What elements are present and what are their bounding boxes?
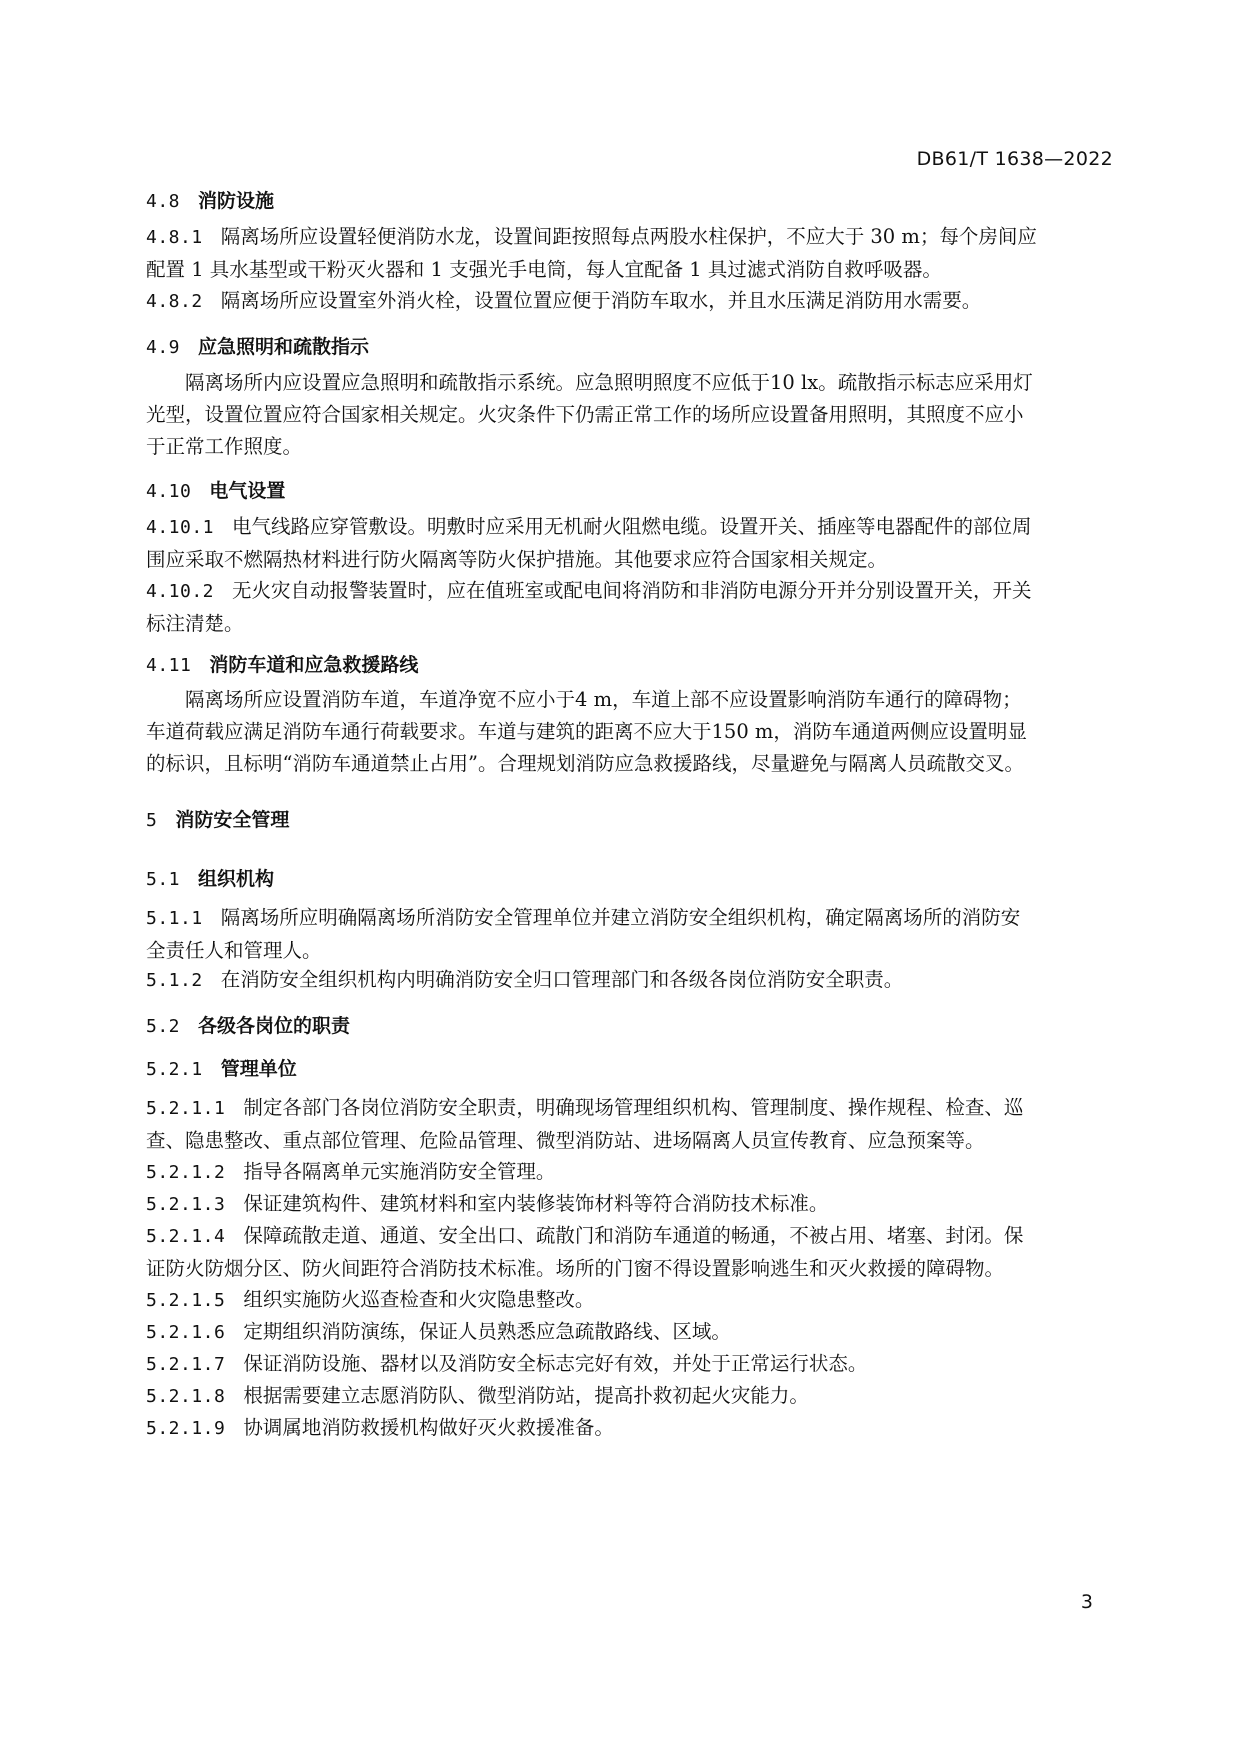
paragraph-4-9 [146,367,1116,463]
clause-number: 4.10.1 [146,517,215,538]
section-title: 应急照明和疏散指示 [198,336,370,358]
clause-number: 5.2.1.3 [146,1194,226,1215]
clause-text: 协调属地消防救援机构做好灭火救援准备。 [243,1416,614,1439]
clause-5-1-1 [146,902,1116,967]
paragraph-4-11 [146,684,1116,780]
section-heading-5-2-1 [146,1054,297,1081]
clause-text: 全责任人和管理人。 [146,939,322,962]
paragraph-text: 隔离场所内应设置应急照明和疏散指示系统。应急照明照度不应低于10 lx。疏散指示标志应采用灯 [185,371,1033,394]
clause-number: 4.10.2 [146,581,215,602]
clause-number: 4.8.2 [146,291,203,312]
clause-4-10-2 [146,575,1116,640]
clause-4-8-1 [146,221,1116,286]
clause-text: 组织实施防火巡查检查和火灾隐患整改。 [243,1288,595,1311]
clause-text: 根据需要建立志愿消防队、微型消防站，提高扑救初起火灾能力。 [243,1384,809,1407]
section-number: 5.1 [146,869,181,890]
section-number: 5.2.1 [146,1059,203,1080]
clause-5-1-2 [146,964,1116,997]
clause-text: 隔离场所应明确隔离场所消防安全管理单位并建立消防安全组织机构，确定隔离场所的消防安 [220,906,1021,929]
clause-number: 5.1.2 [146,970,203,991]
paragraph-text: 光型，设置位置应符合国家相关规定。火灾条件下仍需正常工作的场所应设置备用照明，其照度不应小 [146,403,1024,426]
clause-5-2-1-7 [146,1348,1116,1381]
paragraph-text: 隔离场所应设置消防车道，车道净宽不应小于4 m，车道上部不应设置影响消防车通行的障碍物； [185,688,1022,711]
clause-5-2-1-4 [146,1220,1116,1285]
section-heading-4-9 [146,332,369,359]
clause-5-2-1-3 [146,1188,1116,1221]
section-title: 电气设置 [209,480,286,502]
paragraph-text: 于正常工作照度。 [146,435,303,458]
clause-number: 4.8.1 [146,227,203,248]
section-title: 组织机构 [198,868,275,890]
chapter-title: 消防安全管理 [175,809,290,831]
clause-text: 保证建筑构件、建筑材料和室内装修装饰材料等符合消防技术标准。 [243,1192,829,1215]
clause-text: 保障疏散走道、通道、安全出口、疏散门和消防车通道的畅通，不被占用、堵塞、封闭。保 [243,1224,1024,1247]
section-heading-5-1 [146,864,274,891]
section-title: 各级各岗位的职责 [198,1015,351,1037]
clause-text: 标注清楚。 [146,612,244,635]
clause-5-2-1-5 [146,1284,1116,1317]
clause-text: 隔离场所应设置室外消火栓，设置位置应便于消防车取水，并且水压满足消防用水需要。 [220,289,982,312]
clause-text: 指导各隔离单元实施消防安全管理。 [243,1160,556,1183]
clause-text: 保证消防设施、器材以及消防安全标志完好有效，并处于正常运行状态。 [243,1352,868,1375]
page-number: 3 [1080,1591,1093,1613]
paragraph-text: 车道荷载应满足消防车通行荷载要求。车道与建筑的距离不应大于150 m，消防车通道两侧应设置明显 [146,720,1027,743]
clause-number: 5.1.1 [146,908,203,929]
clause-5-2-1-2 [146,1156,1116,1189]
clause-number: 5.2.1.7 [146,1354,226,1375]
chapter-number: 5 [146,810,158,831]
clause-text: 隔离场所应设置轻便消防水龙，设置间距按照每点两股水柱保护，不应大于 30 m；每个房间应 [220,225,1037,248]
section-title: 消防车道和应急救援路线 [209,654,419,676]
section-number: 4.11 [146,655,192,676]
clause-5-2-1-8 [146,1380,1116,1413]
section-number: 5.2 [146,1016,181,1037]
standard-code: DB61/T 1638—2022 [916,148,1113,170]
section-title: 管理单位 [220,1058,297,1080]
paragraph-text: 的标识，且标明“消防车通道禁止占用”。合理规划消防应急救援路线，尽量避免与隔离人员疏散交叉。 [146,752,1024,775]
chapter-heading-5 [146,805,289,832]
section-heading-5-2 [146,1011,350,1038]
clause-text: 证防火防烟分区、防火间距符合消防技术标准。场所的门窗不得设置影响逃生和灭火救援的障碍物。 [146,1257,1005,1280]
clause-4-8-2 [146,285,1116,318]
clause-text: 制定各部门各岗位消防安全职责，明确现场管理组织机构、管理制度、操作规程、检查、巡 [243,1096,1024,1119]
clause-number: 5.2.1.6 [146,1322,226,1343]
section-heading-4-8 [146,186,274,213]
section-heading-4-11 [146,650,418,677]
clause-text: 在消防安全组织机构内明确消防安全归口管理部门和各级各岗位消防安全职责。 [220,968,904,991]
section-number: 4.8 [146,191,181,212]
clause-number: 5.2.1.1 [146,1098,226,1119]
section-number: 4.9 [146,337,181,358]
clause-text: 围应采取不燃隔热材料进行防火隔离等防火保护措施。其他要求应符合国家相关规定。 [146,548,888,571]
clause-number: 5.2.1.9 [146,1418,226,1439]
clause-4-10-1 [146,511,1116,576]
clause-number: 5.2.1.4 [146,1226,226,1247]
clause-text: 电气线路应穿管敷设。明敷时应采用无机耐火阻燃电缆。设置开关、插座等电器配件的部位周 [232,515,1032,538]
clause-text: 配置 1 具水基型或干粉灭火器和 1 支强光手电筒，每人宜配备 1 具过滤式消防自救呼吸器。 [146,258,942,281]
clause-text: 定期组织消防演练，保证人员熟悉应急疏散路线、区域。 [243,1320,731,1343]
clause-text: 无火灾自动报警装置时，应在值班室或配电间将消防和非消防电源分开并分别设置开关，开关 [232,579,1032,602]
section-number: 4.10 [146,481,192,502]
clause-5-2-1-6 [146,1316,1116,1349]
clause-5-2-1-1 [146,1092,1116,1157]
clause-5-2-1-9 [146,1412,1116,1445]
clause-text: 查、隐患整改、重点部位管理、危险品管理、微型消防站、进场隔离人员宣传教育、应急预案等。 [146,1129,985,1152]
clause-number: 5.2.1.2 [146,1162,226,1183]
section-title: 消防设施 [198,190,275,212]
section-heading-4-10 [146,476,285,503]
clause-number: 5.2.1.5 [146,1290,226,1311]
clause-number: 5.2.1.8 [146,1386,226,1407]
